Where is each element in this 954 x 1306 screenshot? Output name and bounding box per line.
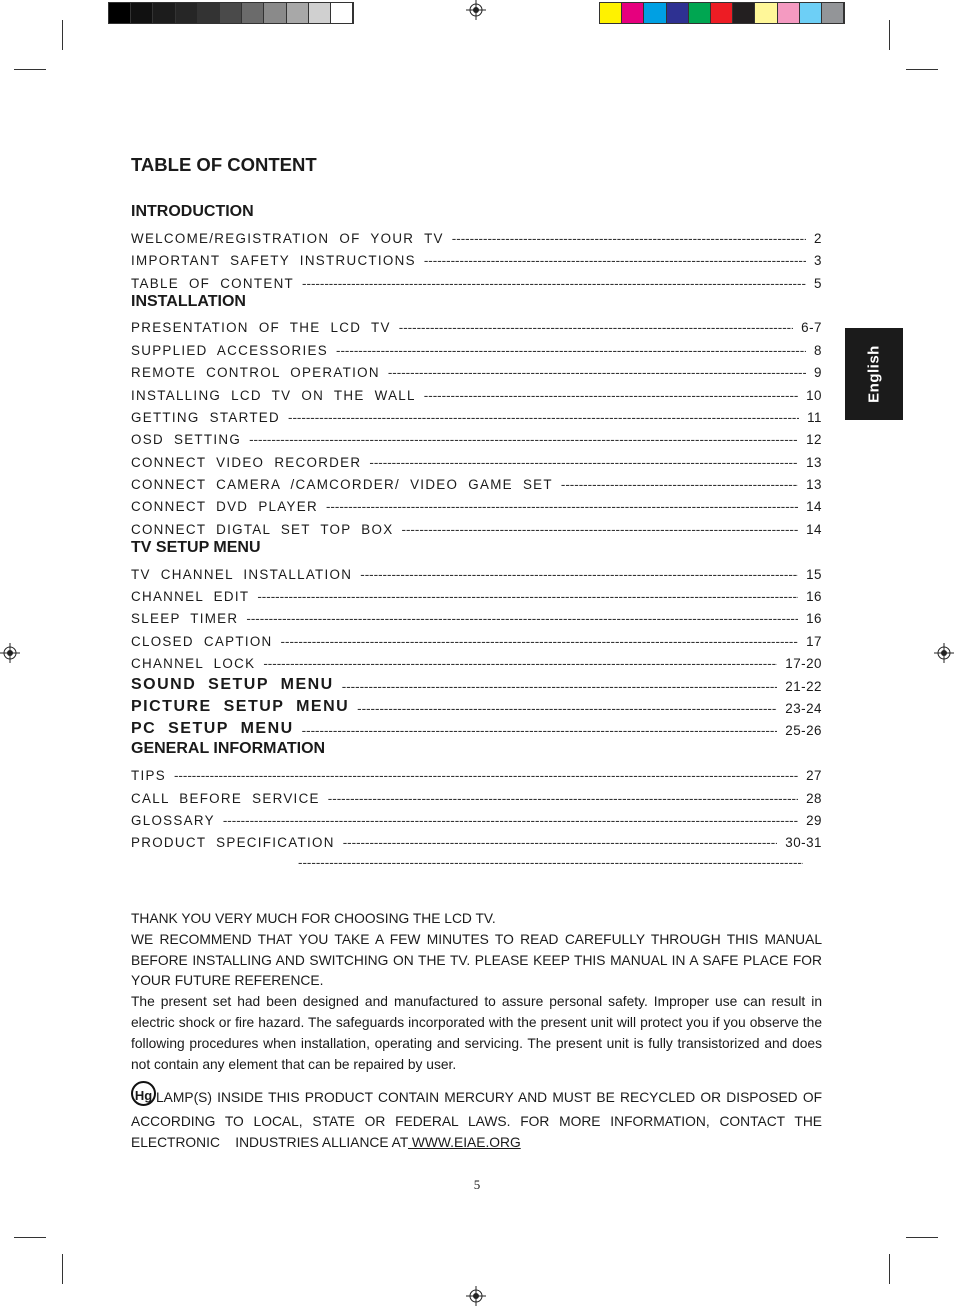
crop-mark: [889, 20, 890, 50]
color-swatch: [287, 3, 309, 23]
toc-entry[interactable]: [131, 761, 822, 783]
toc-leader-dashes: [174, 768, 798, 783]
color-swatch: [822, 3, 844, 23]
color-swatch: [711, 3, 733, 23]
toc-leader-dashes: [401, 522, 798, 537]
toc-leader-dashes: [561, 477, 798, 492]
toc-entry[interactable]: [131, 268, 822, 290]
toc-entry-page: 28: [806, 790, 822, 806]
toc-entry-title: WELCOME/REGISTRATION OF YOUR TV: [131, 230, 444, 246]
toc-section-heading: INSTALLATION: [131, 292, 246, 310]
color-swatch: [331, 3, 353, 23]
crop-mark: [62, 1254, 63, 1284]
crop-mark: [889, 1254, 890, 1284]
toc-leader-dashes: [369, 455, 798, 470]
mercury-warning: [131, 1087, 826, 1154]
toc-entry[interactable]: [131, 514, 822, 536]
toc-section-heading: GENERAL INFORMATION: [131, 740, 326, 758]
crop-mark: [14, 69, 46, 70]
toc-entry-page: 16: [806, 611, 822, 627]
thank-you-text: THANK YOU VERY MUCH FOR CHOOSING THE LCD TV.: [131, 911, 496, 926]
toc-entry[interactable]: [131, 335, 822, 357]
toc-leader-dashes: [360, 567, 798, 582]
toc-entry[interactable]: [131, 380, 822, 402]
crop-mark: [906, 69, 938, 70]
toc-entry-page: 5: [814, 275, 822, 291]
toc-leader-dashes: [343, 835, 778, 850]
toc-entry[interactable]: [131, 783, 822, 805]
registration-mark-icon: [934, 643, 954, 663]
toc-entry-title: GLOSSARY: [131, 812, 215, 828]
color-swatch: [667, 3, 689, 23]
toc-leader-dashes: [263, 656, 777, 671]
crop-mark: [906, 1237, 938, 1238]
toc-entry[interactable]: [131, 358, 822, 380]
recommendation-text: WE RECOMMEND THAT YOU TAKE A FEW MINUTES TO READ CAREFULLY THROUGH THIS MANUAL BEFORE INSTALLING AND SWITCHING ON THE TV. PLEASE KEEP THIS MANUAL IN A SAFE PLACE FOR YOUR FUTURE REFERENCE.: [131, 931, 822, 989]
toc-entry[interactable]: [131, 246, 822, 268]
crop-mark: [62, 20, 63, 50]
toc-entry[interactable]: [131, 559, 822, 581]
toc-entry[interactable]: [131, 492, 822, 514]
toc-entry-title: CONNECT CAMERA /CAMCORDER/ VIDEO GAME SET: [131, 477, 553, 493]
registration-mark-icon: [466, 0, 486, 20]
table-of-contents: [131, 201, 822, 850]
color-swatch: [600, 3, 622, 23]
toc-entry[interactable]: [131, 828, 822, 850]
toc-entry-title: TABLE OF CONTENT: [131, 275, 295, 291]
color-swatch: [755, 3, 777, 23]
toc-entry[interactable]: [131, 671, 822, 693]
toc-entry-page: 13: [806, 454, 822, 470]
color-swatch: [176, 3, 198, 23]
color-swatch: [264, 3, 286, 23]
mercury-warning-text: LAMP(S) INSIDE THIS PRODUCT CONTAIN MERCURY AND MUST BE RECYCLED OR DISPOSED OF ACCORDING TO LOCAL, STATE OR FEDERAL LAWS. FOR MORE INFORMATION, CONTACT THE ELECTRONIC INDUSTRIES ALLIANCE AT: [131, 1090, 826, 1150]
toc-entry-page: 12: [806, 432, 822, 448]
toc-entry-page: 25-26: [785, 723, 822, 739]
toc-leader-dashes: [246, 611, 798, 626]
page-number: 5: [473, 1177, 481, 1192]
toc-entry[interactable]: [131, 582, 822, 604]
toc-entry-page: 10: [806, 387, 822, 403]
color-calibration-bar: [599, 2, 845, 24]
toc-entry-page: 2: [814, 230, 822, 246]
color-swatch: [153, 3, 175, 23]
color-swatch: [131, 3, 153, 23]
toc-entry-page: 11: [807, 409, 822, 425]
toc-entry-title: CONNECT VIDEO RECORDER: [131, 454, 362, 470]
toc-entry-page: 17-20: [785, 656, 822, 672]
safety-text: The present set had been designed and manufactured to assure personal safety. Improper use can result in electric shock or fire hazard. The safeguards incorporated with the present unit will protect you if you observe the following procedures when installation, operating and servicing. The present unit is fully transistorized and does not contain any element that can be repaired by user.: [131, 994, 822, 1072]
toc-leader-dashes: [288, 410, 799, 425]
toc-leader-dashes: [357, 701, 777, 716]
toc-entry-title: TV CHANNEL INSTALLATION: [131, 566, 353, 582]
toc-entry-page: 30-31: [785, 835, 822, 851]
toc-entry-page: 3: [814, 253, 822, 269]
toc-section-heading: TV SETUP MENU: [131, 538, 261, 556]
toc-entry-title: OSD SETTING: [131, 432, 242, 448]
toc-entry-title: INSTALLING LCD TV ON THE WALL: [131, 387, 416, 403]
toc-entry-title: GETTING STARTED: [131, 409, 281, 425]
toc-entry-page: 27: [806, 768, 822, 784]
toc-leader-dashes: [249, 432, 798, 447]
color-swatch: [800, 3, 822, 23]
toc-entry[interactable]: [131, 626, 822, 648]
color-swatch: [644, 3, 666, 23]
toc-leader-dashes: [424, 253, 806, 268]
toc-leader-dashes: [452, 231, 806, 246]
toc-leader-dashes: [223, 813, 798, 828]
toc-leader-dashes: [302, 723, 778, 738]
toc-leader-dashes: [424, 388, 798, 403]
toc-leader-dashes: [326, 499, 798, 514]
toc-entry-title: SLEEP TIMER: [131, 611, 239, 627]
eia-website-link[interactable]: WWW.EIAE.ORG: [408, 1134, 521, 1150]
toc-entry-title: IMPORTANT SAFETY INSTRUCTIONS: [131, 253, 416, 269]
registration-mark-icon: [0, 643, 20, 663]
color-swatch: [778, 3, 800, 23]
toc-entry-page: 17: [806, 633, 822, 649]
color-swatch: [220, 3, 242, 23]
toc-leader-dashes: [302, 276, 806, 291]
toc-entry-page: 6-7: [801, 320, 822, 336]
toc-entry[interactable]: [131, 649, 822, 671]
toc-leader-dashes: [342, 679, 778, 694]
toc-section-heading: INTRODUCTION: [131, 203, 254, 220]
toc-leader-dashes: [257, 589, 798, 604]
toc-entry-page: 14: [806, 521, 822, 537]
color-swatch: [198, 3, 220, 23]
toc-entry-title: PC SETUP MENU: [131, 720, 294, 738]
toc-entry-page: 13: [806, 477, 822, 493]
toc-entry-title: CHANNEL EDIT: [131, 589, 250, 605]
toc-entry-title: CHANNEL LOCK: [131, 656, 256, 672]
toc-entry[interactable]: [131, 604, 822, 626]
toc-entry-page: 9: [814, 365, 822, 381]
registration-mark-icon: [466, 1286, 486, 1306]
toc-entry-title: CALL BEFORE SERVICE: [131, 790, 320, 806]
toc-entry[interactable]: [131, 425, 822, 447]
toc-entry[interactable]: [131, 223, 822, 245]
toc-leader-dashes: [336, 343, 806, 358]
divider-line: [298, 855, 803, 871]
toc-entry-page: 15: [806, 566, 822, 582]
toc-entry[interactable]: [131, 470, 822, 492]
toc-entry[interactable]: [131, 403, 822, 425]
toc-entry-title: SUPPLIED ACCESSORIES: [131, 342, 328, 358]
toc-entry-page: 8: [814, 342, 822, 358]
toc-entry-title: PRODUCT SPECIFICATION: [131, 835, 335, 851]
toc-entry-title: CONNECT DVD PLAYER: [131, 499, 318, 515]
toc-entry-title: TIPS: [131, 768, 166, 784]
toc-entry[interactable]: [131, 447, 822, 469]
language-tab: [845, 328, 903, 420]
crop-mark: [14, 1237, 46, 1238]
color-swatch: [622, 3, 644, 23]
mercury-symbol-icon: Hg: [131, 1081, 156, 1106]
toc-entry-title: CLOSED CAPTION: [131, 633, 273, 649]
color-swatch: [309, 3, 331, 23]
toc-entry-page: 29: [806, 812, 822, 828]
page-title: TABLE OF CONTENT: [131, 154, 317, 175]
toc-leader-dashes: [328, 791, 798, 806]
color-swatch: [109, 3, 131, 23]
toc-leader-dashes: [281, 634, 799, 649]
toc-entry-title: PICTURE SETUP MENU: [131, 697, 350, 715]
toc-entry-page: 14: [806, 499, 822, 515]
toc-entry-title: SOUND SETUP MENU: [131, 675, 334, 693]
toc-entry-title: PRESENTATION OF THE LCD TV: [131, 320, 391, 336]
toc-leader-dashes: [388, 365, 806, 380]
color-swatch: [689, 3, 711, 23]
color-swatch: [733, 3, 755, 23]
toc-entry-title: CONNECT DIGTAL SET TOP BOX: [131, 521, 394, 537]
toc-entry-page: 16: [806, 589, 822, 605]
toc-entry-page: 23-24: [785, 700, 822, 716]
toc-entry[interactable]: [131, 694, 822, 716]
toc-leader-dashes: [399, 320, 793, 335]
notice-block: [131, 909, 822, 1075]
toc-entry-title: REMOTE CONTROL OPERATION: [131, 365, 380, 381]
toc-entry[interactable]: [131, 806, 822, 828]
language-tab-label: English: [865, 345, 883, 403]
color-swatch: [242, 3, 264, 23]
grayscale-calibration-bar: [108, 2, 354, 24]
toc-entry[interactable]: [131, 716, 822, 738]
toc-entry[interactable]: [131, 313, 822, 335]
toc-entry-page: 21-22: [785, 678, 822, 694]
